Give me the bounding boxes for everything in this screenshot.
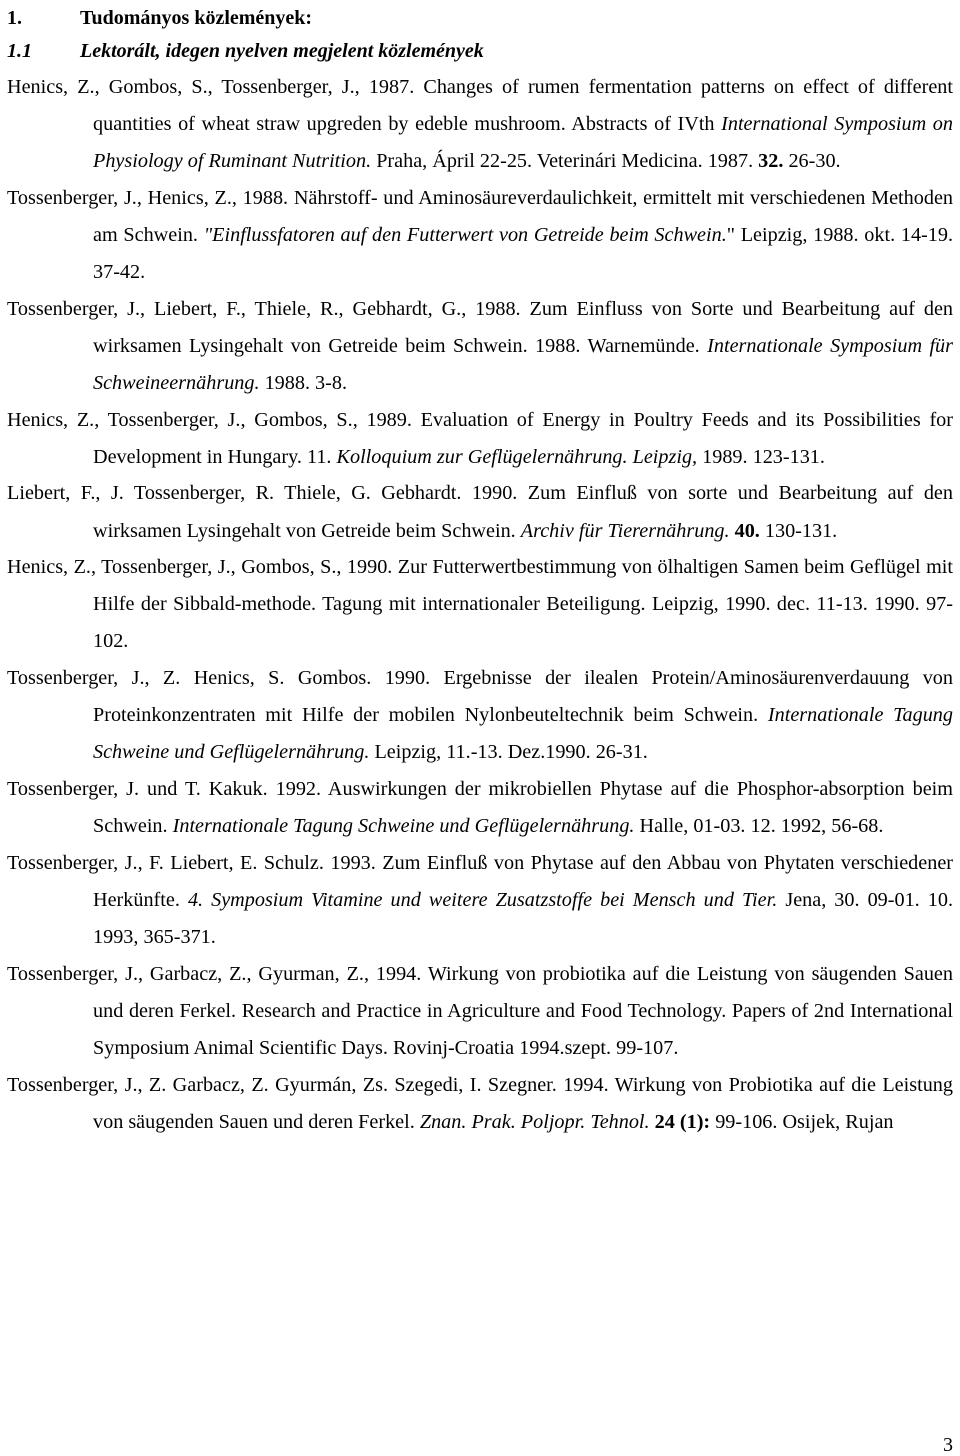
reference-text: 1989. 123-131. bbox=[697, 445, 825, 468]
reference-entry bbox=[7, 660, 953, 771]
reference-text: Henics, Z., Tossenberger, J., Gombos, S., 1990. Zur Futterwertbestimmung von ölhaltigen Samen beim Geflügel mit Hilfe der Sibbald-methode. Tagung mit internationaler Beteiligung. Leipzig, 1990. dec. 11-13. 1990. 97-102. bbox=[7, 556, 953, 653]
reference-text: 99-106. Osijek, Rujan bbox=[710, 1110, 894, 1133]
reference-entry bbox=[7, 402, 953, 476]
reference-entry bbox=[7, 549, 953, 660]
reference-text: Jena, 30. 09-01. 10. 1993, 365-371. bbox=[93, 888, 953, 949]
reference-text: 1988. 3-8. bbox=[259, 371, 348, 394]
subsection-number: 1.1 bbox=[7, 40, 32, 62]
reference-text: 130-131. bbox=[759, 519, 838, 542]
reference-bold-text: 24 (1): bbox=[654, 1110, 711, 1133]
reference-entry bbox=[7, 771, 953, 845]
reference-italic-text: Internationale Symposium für Schweineernährung. bbox=[93, 334, 954, 394]
reference-text: Tossenberger, J., Liebert, F., Thiele, R., Gebhardt, G., 1988. Zum Einfluss von Sorte und Bearbeitung auf den wirksamen Lysingehalt von Getreide beim Schwein. 1988. Warnemünde. bbox=[7, 297, 953, 357]
reference-text: Halle, 01-03. 12. 1992, 56-68. bbox=[634, 815, 884, 838]
reference-text: " Leipzig, 1988. okt. 14-19. 37-42. bbox=[93, 223, 954, 284]
reference-text: Tossenberger, J., Z. Garbacz, Z. Gyurmán, Zs. Szegedi, I. Szegner. 1994. Wirkung von Probiotika auf die Leistung von säugenden Sauen und deren Ferkel. bbox=[7, 1073, 953, 1133]
section-heading bbox=[7, 4, 312, 32]
reference-entry bbox=[7, 845, 953, 956]
reference-entry bbox=[7, 69, 953, 180]
reference-entry bbox=[7, 956, 953, 1067]
reference-text: Henics, Z., Gombos, S., Tossenberger, J., 1987. Changes of rumen fermentation patterns on effect of different quantities of wheat straw upgreden by edeble mushroom. Abstracts of IVth bbox=[7, 76, 953, 136]
reference-italic-text: 4. Symposium Vitamine und weitere Zusatzstoffe bei Mensch und Tier. bbox=[187, 888, 778, 911]
reference-entry bbox=[7, 1067, 953, 1141]
reference-text: Tossenberger, J., Garbacz, Z., Gyurman, Z., 1994. Wirkung von probiotika auf die Leistung von säugenden Sauen und deren Ferkel. Research and Practice in Agriculture and Food Technology. Papers of 2nd International Symposium Animal Scientific Days. Rovinj-Croatia 1994.szept. 99-107. bbox=[7, 962, 953, 1059]
reference-italic-text: Archiv für Tierernährung. bbox=[520, 519, 730, 542]
section-number: 1. bbox=[7, 7, 22, 29]
subsection-heading bbox=[7, 37, 484, 65]
reference-italic-text: Znan. Prak. Poljopr. Tehnol. bbox=[419, 1110, 650, 1133]
section-title: Tudományos közlemények: bbox=[80, 7, 313, 29]
reference-text: Tossenberger, J., Z. Henics, S. Gombos. 1990. Ergebnisse der ilealen Protein/Aminosäurenverdauung von Proteinkonzentraten mit Hilfe der mobilen Nylonbeuteltechnik beim Schwein. bbox=[7, 667, 953, 727]
reference-italic-text: "Einflussfatoren auf den Futterwert von Getreide beim Schwein. bbox=[203, 223, 727, 246]
reference-entry bbox=[7, 291, 953, 402]
reference-italic-text: Internationale Tagung Schweine und Geflügelernährung. bbox=[172, 815, 635, 838]
reference-text: Tossenberger, J. und T. Kakuk. 1992. Auswirkungen der mikrobiellen Phytase auf die Phosphor-absorption beim Schwein. bbox=[7, 778, 953, 838]
reference-text: 26-30. bbox=[783, 150, 841, 173]
page-number: 3 bbox=[943, 1434, 953, 1456]
reference-text: Tossenberger, J., F. Liebert, E. Schulz. 1993. Zum Einfluß von Phytase auf den Abbau von Phytaten verschiedener Herkünfte. bbox=[7, 851, 953, 911]
reference-italic-text: Kolloquium zur Geflügelernährung. Leipzig, bbox=[336, 445, 698, 468]
reference-text: Leipzig, 11.-13. Dez.1990. 26-31. bbox=[369, 741, 648, 764]
reference-entry bbox=[7, 180, 953, 291]
subsection-title: Lektorált, idegen nyelven megjelent közlemények bbox=[80, 40, 484, 62]
reference-entry bbox=[7, 475, 953, 549]
reference-text: Praha, Ápril 22-25. Veterinári Medicina. 1987. bbox=[371, 150, 759, 173]
reference-list bbox=[7, 69, 953, 1140]
reference-text: Henics, Z., Tossenberger, J., Gombos, S., 1989. Evaluation of Energy in Poultry Feeds and its Possibilities for Development in Hungary. 11. bbox=[7, 408, 953, 468]
reference-bold-text: 32. bbox=[758, 150, 784, 173]
reference-italic-text: International Symposium on Physiology of Ruminant Nutrition. bbox=[93, 113, 953, 173]
reference-bold-text: 40. bbox=[734, 519, 760, 542]
reference-text: Tossenberger, J., Henics, Z., 1988. Nährstoff- und Aminosäureverdaulichkeit, ermittelt mit verschiedenen Methoden am Schwein. bbox=[7, 186, 953, 246]
reference-italic-text: Internationale Tagung Schweine und Geflügelernährung. bbox=[93, 704, 953, 764]
reference-text: Liebert, F., J. Tossenberger, R. Thiele, G. Gebhardt. 1990. Zum Einfluß von sorte und Bearbeitung auf den wirksamen Lysingehalt von Getreide beim Schwein. bbox=[7, 482, 953, 542]
